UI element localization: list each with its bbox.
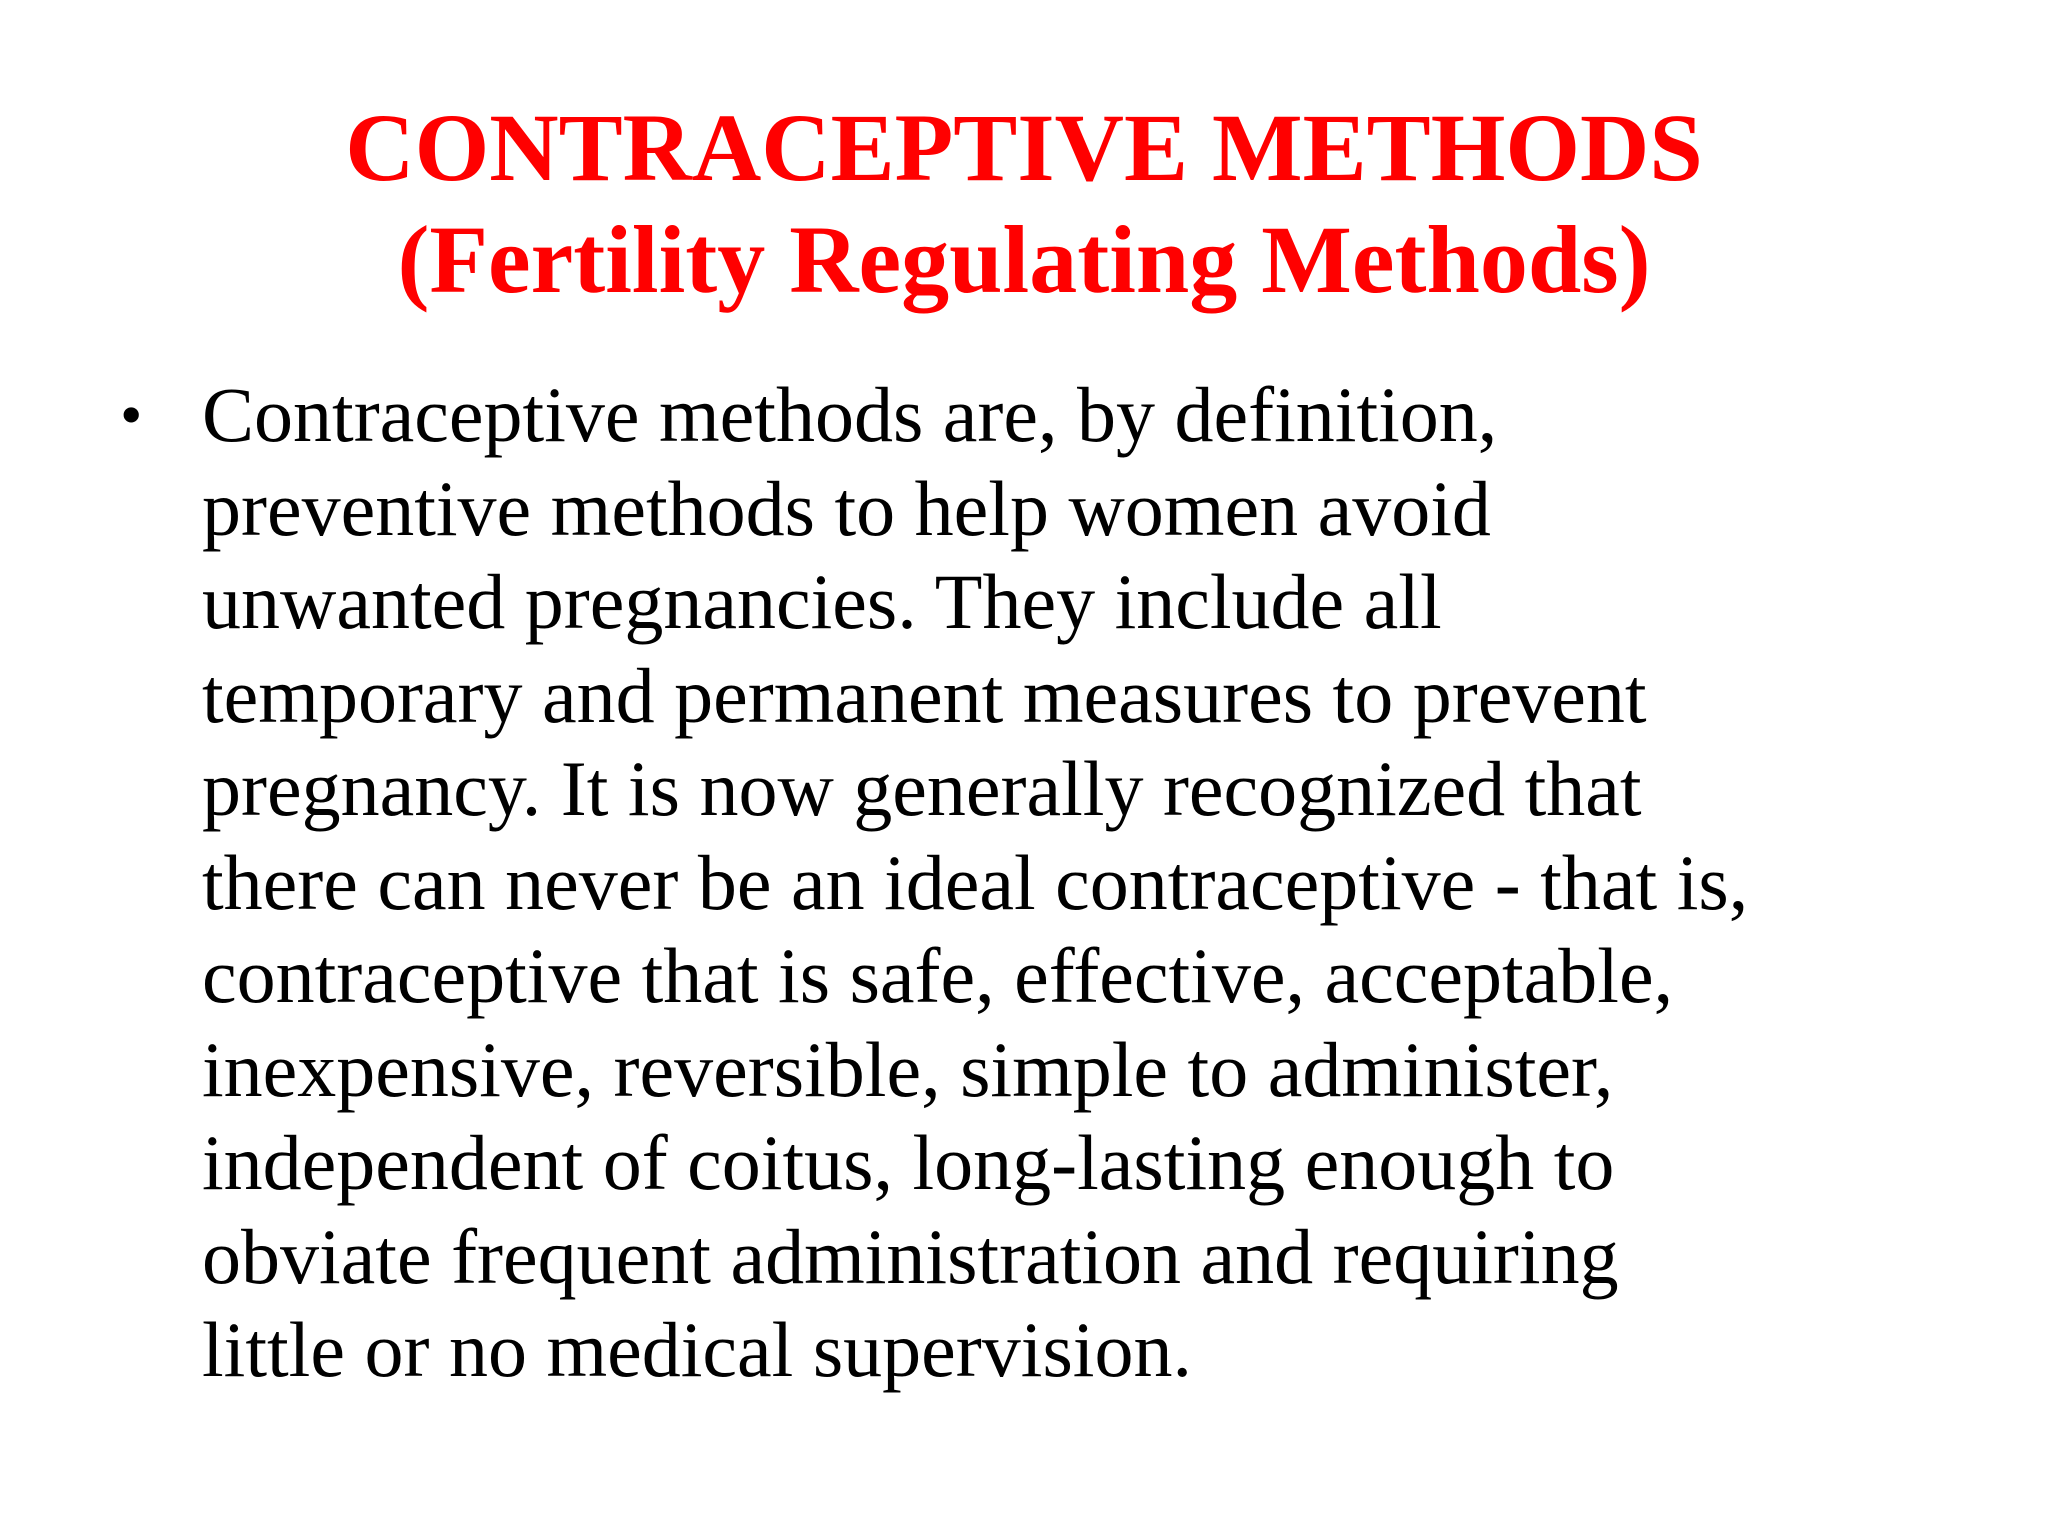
bullet-marker: • <box>120 379 143 450</box>
bullet-text-line: Contraceptive methods are, by definition, <box>202 371 1498 458</box>
bullet-text-line: pregnancy. It is now generally recognized that <box>202 745 1642 832</box>
bullet-list <box>120 368 1980 1397</box>
bullet-item <box>120 368 1980 1397</box>
title-line-1: CONTRACEPTIVE METHODS <box>345 94 1703 201</box>
bullet-text-line: independent of coitus, long-lasting enough to <box>202 1119 1615 1206</box>
bullet-text-line: unwanted pregnancies. They include all <box>202 558 1442 645</box>
bullet-text-line: little or no medical supervision. <box>202 1306 1192 1393</box>
bullet-text-line: contraceptive that is safe, effective, acceptable, <box>202 932 1674 1019</box>
bullet-text-line: there can never be an ideal contraceptive - that is, <box>202 838 1749 926</box>
title-line-2: (Fertility Regulating Methods) <box>397 206 1651 313</box>
bullet-text-line: temporary and permanent measures to prevent <box>202 651 1647 739</box>
bullet-text-line: inexpensive, reversible, simple to administer, <box>202 1025 1614 1113</box>
slide-title <box>0 92 2048 316</box>
bullet-text-line: obviate frequent administration and requiring <box>202 1212 1619 1300</box>
bullet-text-line: preventive methods to help women avoid <box>202 464 1491 552</box>
